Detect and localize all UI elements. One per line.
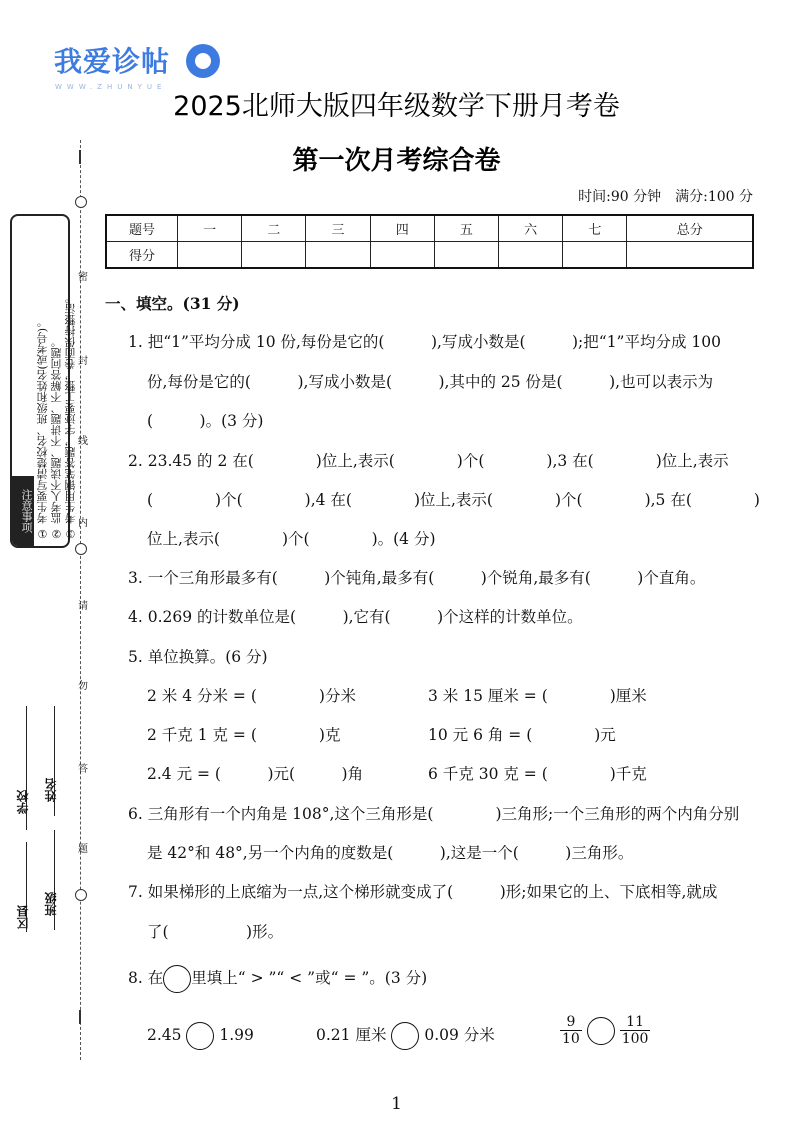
question-6-line-1: 6. 三角形有一个内角是 108°,这个三角形是( )三角形;一个三角形的两个内角分别 <box>128 805 740 823</box>
score-table-score-row <box>106 242 753 269</box>
question-2-line-3: 位上,表示( )个( )。(4 分) <box>147 530 436 548</box>
numerator: 9 <box>560 1014 582 1031</box>
denominator: 10 <box>562 1031 580 1047</box>
question-2-line-2: ( )个( ),4 在( )位上,表示( )个( ),5 在( ) <box>147 491 760 509</box>
numerator: 11 <box>620 1014 651 1031</box>
seal-char: 内 <box>78 518 88 529</box>
score-input-cell[interactable] <box>499 242 563 269</box>
denominator: 100 <box>621 1031 649 1047</box>
exam-subtitle: 第一次月考综合卷 <box>292 146 501 176</box>
score-table-header-row <box>106 215 753 242</box>
question-8 <box>128 963 427 993</box>
compare-item-3 <box>560 1014 650 1047</box>
table-cell: 三 <box>306 215 370 242</box>
table-cell: 五 <box>434 215 498 242</box>
table-cell: 六 <box>499 215 563 242</box>
seal-char: 密 <box>78 272 88 283</box>
table-cell: 题号 <box>106 215 178 242</box>
seal-char: 答 <box>78 764 88 775</box>
table-cell: 一 <box>178 215 242 242</box>
question-7-line-2: 了( )形。 <box>147 923 284 941</box>
school-label: 学校 <box>16 790 30 814</box>
table-cell: 得分 <box>106 242 178 269</box>
score-input-cell[interactable] <box>563 242 627 269</box>
notice-item: ③ 考生用钢笔答题，字迹要工整，卷面保持整洁。 <box>64 292 77 540</box>
table-cell: 七 <box>563 215 627 242</box>
seal-char: 题 <box>78 844 88 855</box>
seal-char: 封 <box>78 356 88 367</box>
fraction-left <box>560 1014 582 1047</box>
conversion-item: 6 千克 30 克 = ( )千克 <box>428 765 647 783</box>
compare-item-2 <box>316 1020 495 1050</box>
district-label: 区县 <box>16 905 30 929</box>
score-input-cell[interactable] <box>306 242 370 269</box>
watermark-subtext: WWW.ZHUNYUE <box>55 83 167 91</box>
table-cell: 四 <box>370 215 434 242</box>
compare-item-1 <box>147 1020 254 1050</box>
question-1-line-1: 1. 把“1”平均分成 10 份,每份是它的( ),写成小数是( );把“1”平均分成 100 <box>128 333 721 351</box>
question-2-line-1: 2. 23.45 的 2 在( )位上,表示( )个( ),3 在( )位上,表示 <box>128 452 729 470</box>
compare-left: 2.45 <box>147 1026 182 1044</box>
section-heading: 一、填空。(31 分) <box>105 294 240 313</box>
binding-hole <box>75 889 87 901</box>
exam-info: 时间:90 分钟 满分:100 分 <box>578 189 753 205</box>
table-cell: 总分 <box>627 215 753 242</box>
exam-title: 2025北师大版四年级数学下册月考卷 <box>173 91 620 122</box>
answer-circle[interactable] <box>186 1022 214 1050</box>
answer-circle[interactable] <box>391 1022 419 1050</box>
binding-tick <box>79 150 81 164</box>
binding-tick <box>79 1010 81 1024</box>
conversion-item: 2.4 元 = ( )元( )角 <box>147 765 364 783</box>
question-1-line-3: ( )。(3 分) <box>147 412 264 430</box>
comparison-circle-icon <box>163 965 191 993</box>
binding-hole <box>75 196 87 208</box>
watermark-logo: 我爱诊帖 <box>54 45 171 78</box>
question-4: 4. 0.269 的计数单位是( ),它有( )个这样的计数单位。 <box>128 608 583 626</box>
compare-right: 1.99 <box>219 1026 254 1044</box>
conversion-item: 2 千克 1 克 = ( )克 <box>147 726 341 744</box>
question-8-before: 8. 在 <box>128 969 164 987</box>
seal-char: 请 <box>78 601 88 612</box>
score-input-cell[interactable] <box>627 242 753 269</box>
table-cell: 二 <box>242 215 306 242</box>
binding-hole <box>75 543 87 555</box>
question-8-after: 里填上“ > ”“ < ”或“ = ”。(3 分) <box>191 969 428 987</box>
seal-char: 勿 <box>78 681 88 692</box>
score-input-cell[interactable] <box>434 242 498 269</box>
class-label: 班级 <box>44 892 58 916</box>
notice-items <box>36 222 78 540</box>
logo-badge-icon <box>186 44 220 78</box>
page-number: 1 <box>391 1094 402 1114</box>
notice-item: ② 监考人不读题、不讲题、不解答问题。 <box>50 336 63 540</box>
name-label: 姓名 <box>44 778 58 802</box>
notice-box <box>10 214 77 548</box>
question-5-title: 5. 单位换算。(6 分) <box>128 648 268 666</box>
conversion-item: 3 米 15 厘米 = ( )厘米 <box>428 687 647 705</box>
conversion-item: 10 元 6 角 = ( )元 <box>428 726 616 744</box>
question-6-line-2: 是 42°和 48°,另一个内角的度数是( ),这是一个( )三角形。 <box>147 844 634 862</box>
compare-right: 0.09 分米 <box>424 1026 495 1044</box>
answer-circle[interactable] <box>587 1017 615 1045</box>
notice-item: ① 考生要写清楚校名、班级和姓名(或考号)。 <box>36 316 49 540</box>
score-input-cell[interactable] <box>242 242 306 269</box>
notice-title: 注意事项 <box>12 476 34 546</box>
score-input-cell[interactable] <box>370 242 434 269</box>
score-table <box>105 214 754 269</box>
question-3: 3. 一个三角形最多有( )个钝角,最多有( )个锐角,最多有( )个直角。 <box>128 569 706 587</box>
fraction-right <box>620 1014 651 1047</box>
score-input-cell[interactable] <box>178 242 242 269</box>
seal-char: 线 <box>78 436 88 447</box>
question-1-line-2: 份,每份是它的( ),写成小数是( ),其中的 25 份是( ),也可以表示为 <box>147 373 714 391</box>
question-7-line-1: 7. 如果梯形的上底缩为一点,这个梯形就变成了( )形;如果它的上、下底相等,就成 <box>128 883 718 901</box>
compare-left: 0.21 厘米 <box>316 1026 387 1044</box>
conversion-item: 2 米 4 分米 = ( )分米 <box>147 687 356 705</box>
